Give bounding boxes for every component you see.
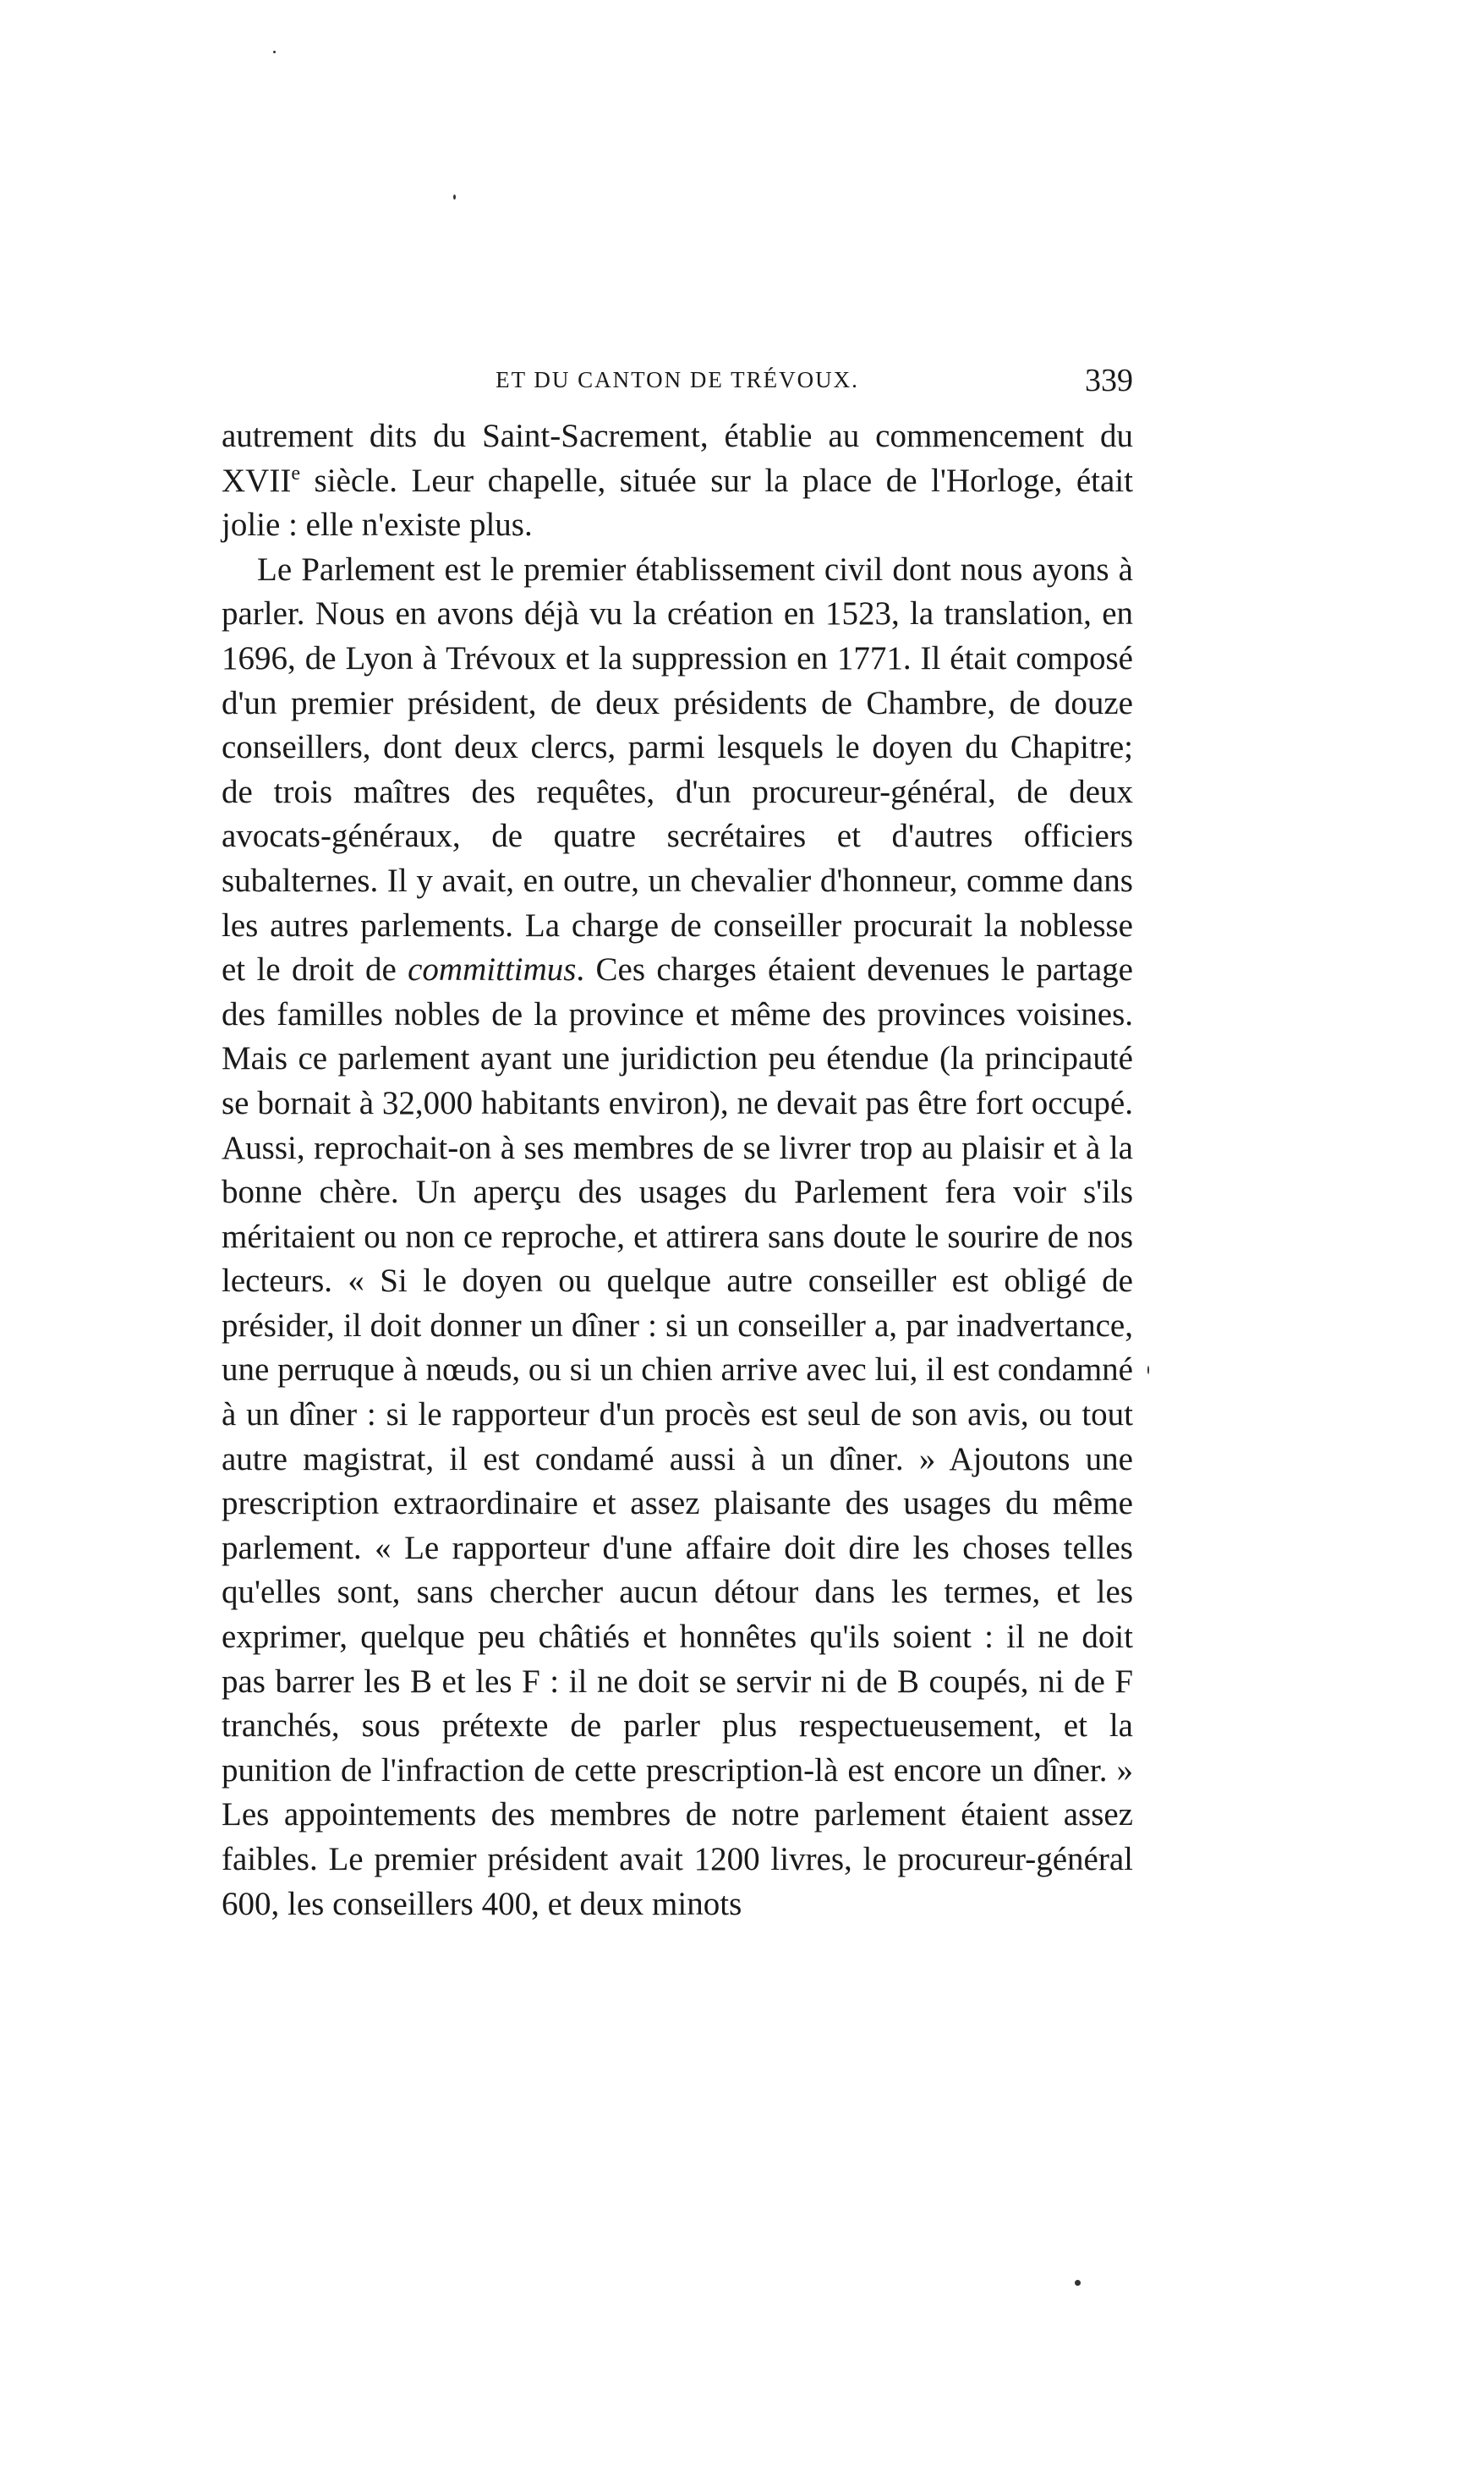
text-run: autrement dits du Saint-Sacrement, établie au commencement du XVII: [222, 418, 1133, 499]
text-run: siècle. Leur chapelle, située sur la place de l'Horloge, était jolie : elle n'existe plus.: [222, 462, 1133, 544]
paragraph: [222, 548, 1133, 1926]
text-run: . Ces charges étaient devenues le partage des familles nobles de la province et même des provinces voisines. Mais ce parlement ayant une juridiction peu étendue (la principauté se bornait à 32,000 habitants environ), ne devait pas être fort occupé. Aussi, reprochait-on à ses membres de se livrer trop au plaisir et à la bonne chère. Un aperçu des usages du Parlement fera voir s'ils méritaient ou non ce reproche, et attirera sans doute le sourire de nos lecteurs. « Si le doyen ou quelque autre conseiller est obligé de présider, il doit donner un dîner : si un conseiller a, par inadvertance, une perruque à nœuds, ou si un chien arrive avec lui, il est condamné à un dîner : si le rapporteur d'un procès est seul de son avis, ou tout autre magistrat, il est condamé aussi à un dîner. » Ajoutons une prescription extraordinaire et assez plaisante des usages du même parlement. « Le rapporteur d'une affaire doit dire les choses telles qu'elles sont, sans chercher aucun détour dans les termes, et les exprimer, quelque peu châtiés et honnêtes qu'ils soient : il ne doit pas barrer les B et les F : il ne doit se servir ni de B coupés, ni de F tranchés, sous prétexte de parler plus respectueusement, et la punition de l'infraction de cette prescription-là est encore un dîner. » Les appointements des membres de notre parlement étaient assez faibles. Le premier président avait 1200 livres, le procureur-général 600, les conseillers 400, et deux minots: [222, 951, 1133, 1922]
body-text: [222, 414, 1133, 1926]
paragraph: [222, 414, 1133, 548]
ink-speck: [1147, 1366, 1149, 1374]
running-head: [222, 362, 1133, 406]
page-number: 339: [1085, 363, 1133, 398]
ink-speck: [273, 51, 276, 53]
text-run: Le Parlement est le premier établissement civil dont nous ayons à parler. Nous en avons déjà vu la création en 1523, la translation, en 1696, de Lyon à Trévoux et la suppression en 1771. Il était composé d'un premier président, de deux présidents de Chambre, de douze conseillers, dont deux clercs, parmi lesquels le doyen du Chapitre; de trois maîtres des requêtes, d'un procureur-général, de deux avocats-généraux, de quatre secrétaires et d'autres officiers subalternes. Il y avait, en outre, un chevalier d'honneur, comme dans les autres parlements. La charge de conseiller procurait la noblesse et le droit de: [222, 551, 1133, 989]
ink-speck: [1075, 2280, 1081, 2286]
running-title: ET DU CANTON DE TRÉVOUX.: [496, 367, 859, 392]
ink-speck: [453, 195, 456, 200]
superscript-text: e: [291, 461, 301, 485]
italic-text: committimus: [408, 951, 577, 989]
